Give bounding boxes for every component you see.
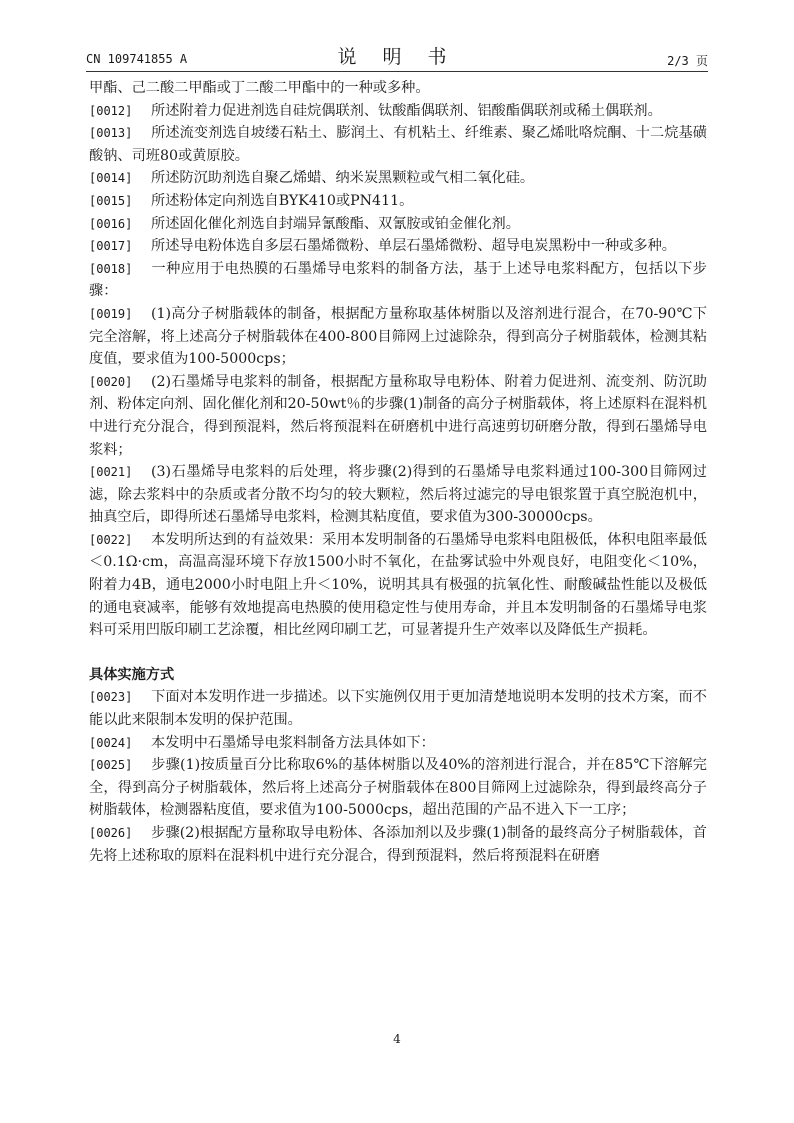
paragraph-0015 xyxy=(89,190,707,213)
page-number: 4 xyxy=(393,1032,401,1046)
paragraph-text: (1)高分子树脂载体的制备，根据配方量称取基体树脂以及溶剂进行混合，在70-90℃下完全溶解，将上述高分子树脂载体在400-800目筛网上过滤除杂，得到高分子树脂载体，检测其粘度值，要求值为100-5000cps； xyxy=(89,305,707,368)
paragraph-number: [0012] xyxy=(89,103,133,118)
paragraph-number: [0015] xyxy=(89,193,133,208)
paragraph-0017 xyxy=(89,235,707,258)
paragraph-text: 所述导电粉体选自多层石墨烯微粉、单层石墨烯微粉、超导电炭黑粉中一种或多种。 xyxy=(151,238,676,255)
paragraph-number: [0020] xyxy=(89,374,133,389)
document-title: 说 明 书 xyxy=(337,46,457,68)
paragraph-text: 一种应用于电热膜的石墨烯导电浆料的制备方法，基于上述导电浆料配方，包括以下步骤： xyxy=(89,260,707,300)
continuation-text: 甲酯、己二酸二甲酯或丁二酸二甲酯中的一种或多种。 xyxy=(89,80,430,96)
paragraph-number: [0026] xyxy=(89,826,133,840)
paragraph-text: 步骤(1)按质量百分比称取6%的基体树脂以及40%的溶剂进行混合，并在85℃下溶解完全，得到高分子树脂载体，然后将上述高分子树脂载体在800目筛网上过滤除杂，得到最终高分子树脂载体，检测器粘度值，要求值为100-5000cps，超出范围的产品不进入下一工序； xyxy=(89,757,707,819)
paragraph-number: [0022] xyxy=(89,532,133,547)
paragraph-0019 xyxy=(89,303,707,371)
patent-number: CN 109741855 A xyxy=(86,52,188,66)
paragraph-0013 xyxy=(89,122,707,167)
header-divider xyxy=(86,71,708,72)
paragraph-text: 本发明所达到的有益效果：采用本发明制备的石墨烯导电浆料电阻极低，体积电阻率最低＜0.1Ω·cm，高温高湿环境下存放1500小时不氧化，在盐雾试验中外观良好，电阻变化＜10%，附着力4B，通电2000小时电阻上升＜10%，说明其具有极强的抗氧化性、耐酸碱盐性能以及极低的通电衰减率，能够有效地提高电热膜的使用稳定性与使用寿命，并且本发明制备的石墨烯导电浆料可采用凹版印刷工艺涂覆，相比丝网印刷工艺，可显著提升生产效率以及降低生产损耗。 xyxy=(89,531,707,639)
paragraph-0012 xyxy=(89,100,707,123)
document-body xyxy=(89,77,707,867)
paragraph-0018 xyxy=(89,258,707,303)
paragraph-number: [0013] xyxy=(89,126,133,141)
paragraph-number: [0023] xyxy=(89,690,133,705)
paragraph-0024 xyxy=(89,732,707,755)
paragraph-text: 所述固化催化剂选自封端异氰酸酯、双氰胺或铂金催化剂。 xyxy=(151,215,520,232)
paragraph-number: [0018] xyxy=(89,261,133,276)
page-header xyxy=(86,42,708,70)
paragraph-number: [0024] xyxy=(89,735,133,750)
paragraph-number: [0025] xyxy=(89,758,133,773)
paragraph-number: [0017] xyxy=(89,239,133,254)
paragraph-number: [0016] xyxy=(89,216,133,231)
paragraph-text: (2)石墨烯导电浆料的制备，根据配方量称取导电粉体、附着力促进剂、流变剂、防沉助剂、粉体定向剂、固化催化剂和20-50wt％的步骤(1)制备的高分子树脂载体，将上述原料在混料机中进行充分混合，得到预混料，然后将预混料在研磨机中进行高速剪切研磨分散，得到石墨烯导电浆料； xyxy=(89,373,707,458)
paragraph-0016 xyxy=(89,213,707,236)
paragraph-0020 xyxy=(89,371,707,461)
paragraph-number: [0021] xyxy=(89,465,133,480)
paragraph-0022 xyxy=(89,529,707,642)
paragraph-number: [0014] xyxy=(89,171,133,186)
paragraph-0023 xyxy=(89,686,707,731)
paragraph-text: 所述防沉助剂选自聚乙烯蜡、纳米炭黑颗粒或气相二氧化硅。 xyxy=(151,170,535,187)
paragraph-text: 所述粉体定向剂选自BYK410或PN411。 xyxy=(151,192,414,209)
paragraph-0021 xyxy=(89,461,707,529)
paragraph-text: 所述附着力促进剂选自硅烷偶联剂、钛酸酯偶联剂、铝酸酯偶联剂或稀土偶联剂。 xyxy=(151,102,662,119)
paragraph-text: (3)石墨烯导电浆料的后处理，将步骤(2)得到的石墨烯导电浆料通过100-300目筛网过滤，除去浆料中的杂质或者分散不均匀的较大颗粒，然后将过滤完的导电银浆置于真空脱泡机中，抽真空后，即得所述石墨烯导电浆料，检测其粘度值，要求值为300-30000cps。 xyxy=(89,464,707,526)
paragraph-text: 本发明中石墨烯导电浆料制备方法具体如下： xyxy=(151,734,435,751)
paragraph-text: 步骤(2)根据配方量称取导电粉体、各添加剂以及步骤(1)制备的最终高分子树脂载体，首先将上述称取的原料在混料机中进行充分混合，得到预混料，然后将预混料在研磨 xyxy=(89,825,707,864)
paragraph-0014 xyxy=(89,167,707,190)
paragraph-text: 下面对本发明作进一步描述。以下实施例仅用于更加清楚地说明本发明的技术方案，而不能以此来限制本发明的保护范围。 xyxy=(89,689,707,729)
section-heading: 具体实施方式 xyxy=(89,666,175,683)
page-indicator: 2/3 页 xyxy=(667,54,708,68)
paragraph-0026 xyxy=(89,822,707,867)
paragraph-number: [0019] xyxy=(89,306,133,321)
paragraph-0025 xyxy=(89,754,707,822)
paragraph-text: 所述流变剂选自坡缕石粘土、膨润土、有机粘土、纤维素、聚乙烯吡咯烷酮、十二烷基磺酸钠、司班80或黄原胶。 xyxy=(89,125,707,164)
